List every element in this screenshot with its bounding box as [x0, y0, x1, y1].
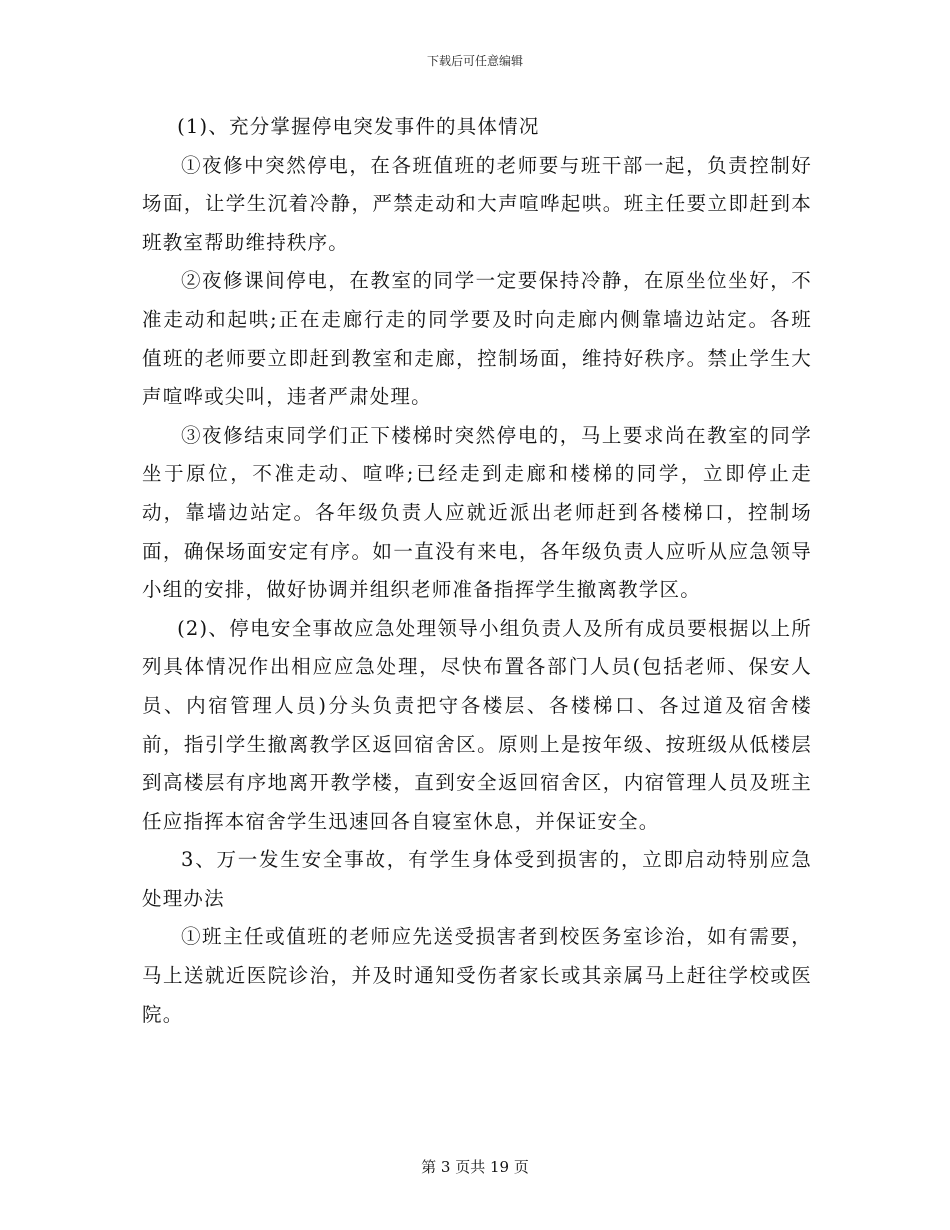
document-body [142, 108, 812, 1034]
paragraph-item-3-1: ①班主任或值班的老师应先送受损害者到校医务室诊治，如有需要，马上送就近医院诊治，并及时通知受伤者家长或其亲属马上赶往学校或医院。 [142, 925, 812, 1026]
page-footer: 第 3 页共 19 页 [421, 1158, 529, 1176]
paragraph-item-3: ③夜修结束同学们正下楼梯时突然停电的，马上要求尚在教室的同学坐于原位，不准走动、喧哗;已经走到走廊和楼梯的同学，立即停止走动，靠墙边站定。各年级负责人应就近派出老师赶到各楼梯口，控制场面，确保场面安定有序。如一直没有来电，各年级负责人应听从应急领导小组的安排，做好协调并组织老师准备指挥学生撤离教学区。 [142, 423, 812, 602]
paragraph-item-1: ①夜修中突然停电，在各班值班的老师要与班干部一起，负责控制好场面，让学生沉着冷静，严禁走动和大声喧哗起哄。班主任要立即赶到本班教室帮助维持秩序。 [142, 153, 812, 254]
section-heading-1: (1)、充分掌握停电突发事件的具体情况 [177, 115, 540, 138]
paragraph-item-2: ②夜修课间停电，在教室的同学一定要保持冷静，在原坐位坐好，不准走动和起哄;正在走廊行走的同学要及时向走廊内侧靠墙边站定。各班值班的老师要立即赶到教室和走廊，控制场面，维持好秩序。禁止学生大声喧哗或尖叫，违者严肃处理。 [142, 269, 812, 409]
section-heading-3: 3、万一发生安全事故，有学生身体受到损害的，立即启动特别应急处理办法 [142, 848, 812, 910]
section-paragraph-2: (2)、停电安全事故应急处理领导小组负责人及所有成员要根据以上所列具体情况作出相应应急处理，尽快布置各部门人员(包括老师、保安人员、内宿管理人员)分头负责把守各楼层、各楼梯口、各过道及宿舍楼前，指引学生撤离教学区返回宿舍区。原则上是按年级、按班级从低楼层到高楼层有序地离开教学楼，直到安全返回宿舍区，内宿管理人员及班主任应指挥本宿舍学生迅速回各自寝室休息，并保证安全。 [142, 616, 812, 833]
header-note: 下载后可任意编辑 [426, 54, 523, 68]
